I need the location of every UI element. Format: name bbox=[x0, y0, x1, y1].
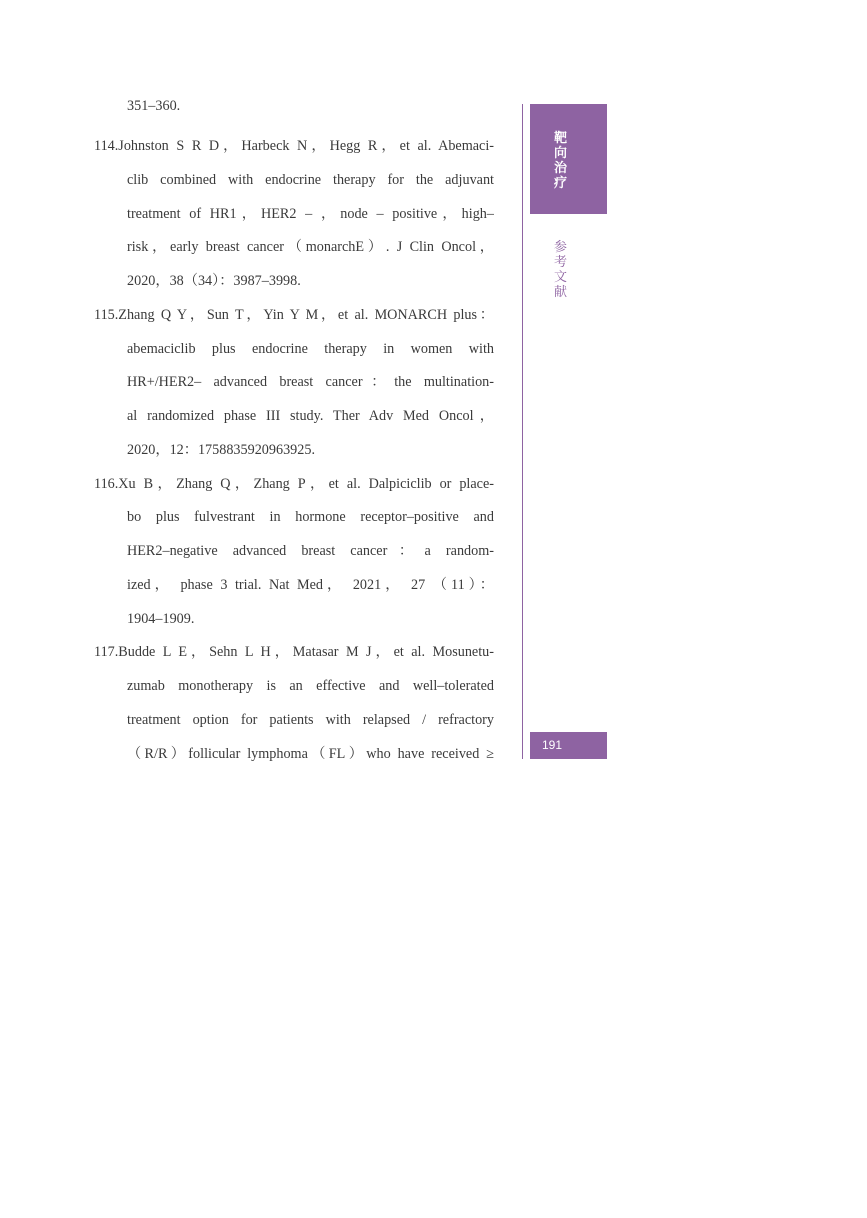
ref-line: HR+/HER2– advanced breast cancer：the multination- bbox=[127, 374, 494, 390]
margin-divider bbox=[522, 104, 523, 759]
section-tab-char: 参 bbox=[553, 240, 567, 255]
ref-line: risk，early breast cancer（monarchE）. J Clin Oncol， bbox=[127, 239, 494, 255]
chapter-tab-char: 向 bbox=[553, 146, 567, 161]
ref-line: zumab monotherapy is an effective and well–tolerated bbox=[127, 678, 494, 694]
ref-line: 351–360. bbox=[127, 98, 181, 114]
ref-line: HER2–negative advanced breast cancer：a random- bbox=[127, 543, 494, 559]
ref-line: bo plus fulvestrant in hormone receptor–positive and bbox=[127, 509, 494, 525]
ref-line: 116.Xu B，Zhang Q，Zhang P，et al. Dalpiciclib or place- bbox=[94, 476, 494, 492]
ref-line: clib combined with endocrine therapy for the adjuvant bbox=[127, 172, 494, 188]
ref-line: al randomized phase III study. Ther Adv Med Oncol， bbox=[127, 408, 494, 424]
section-tab-char: 文 bbox=[553, 270, 567, 285]
chapter-tab-char: 疗 bbox=[553, 176, 567, 191]
chapter-tab-targeted-therapy bbox=[530, 104, 607, 214]
ref-line: 2020，12：1758835920963925. bbox=[127, 442, 315, 458]
ref-line: 114.Johnston S R D，Harbeck N，Hegg R，et al. Abemaci- bbox=[94, 138, 494, 154]
chapter-tab-char: 靶 bbox=[553, 131, 567, 146]
ref-line: treatment of HR1，HER2 – ，node – positive，high– bbox=[127, 206, 494, 222]
ref-line: 1904–1909. bbox=[127, 611, 195, 627]
section-tab-references bbox=[530, 240, 607, 300]
chapter-tab-char: 治 bbox=[553, 161, 567, 176]
section-tab-char: 献 bbox=[553, 285, 567, 300]
page-number: 191 bbox=[530, 732, 607, 759]
ref-line: 115.Zhang Q Y，Sun T，Yin Y M，et al. MONARCH plus： bbox=[94, 307, 494, 323]
ref-line: ized， phase 3 trial. Nat Med， 2021， 27 （11）： bbox=[127, 577, 494, 593]
ref-line: 2020，38（34）：3987–3998. bbox=[127, 273, 301, 289]
section-tab-char: 考 bbox=[553, 255, 567, 270]
ref-line: 117.Budde L E，Sehn L H，Matasar M J，et al. Mosunetu- bbox=[94, 644, 494, 660]
ref-line: （R/R）follicular lymphoma（FL）who have received ≥ bbox=[127, 746, 494, 762]
ref-line: treatment option for patients with relapsed / refractory bbox=[127, 712, 494, 728]
ref-line: abemaciclib plus endocrine therapy in women with bbox=[127, 341, 494, 357]
